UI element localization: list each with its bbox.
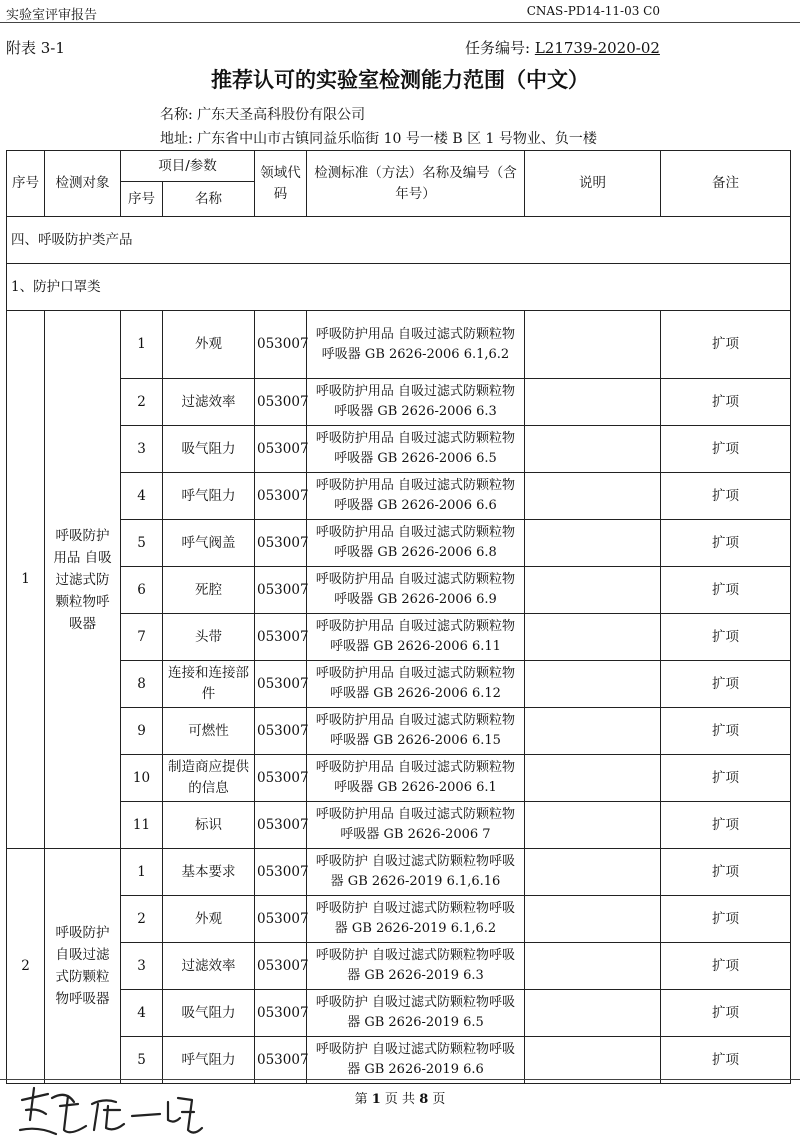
domain-code: 053007	[255, 311, 307, 379]
table-row	[7, 990, 791, 1037]
item-seq: 4	[121, 990, 163, 1037]
domain-code: 053007	[255, 708, 307, 755]
group-object: 呼吸防护自吸过滤式防颗粒物呼吸器	[45, 849, 121, 1084]
explanation-cell	[525, 379, 661, 426]
explanation-cell	[525, 990, 661, 1037]
task-number	[465, 37, 660, 58]
group-seq: 2	[7, 849, 45, 1084]
group-object: 呼吸防护用品 自吸过滤式防颗粒物呼吸器	[45, 311, 121, 849]
explanation-cell	[525, 802, 661, 849]
item-name: 呼气阀盖	[163, 520, 255, 567]
domain-code: 053007	[255, 943, 307, 990]
domain-code: 053007	[255, 990, 307, 1037]
domain-code: 053007	[255, 426, 307, 473]
item-seq: 3	[121, 943, 163, 990]
explanation-cell	[525, 849, 661, 896]
remark-cell: 扩项	[661, 990, 791, 1037]
item-seq: 11	[121, 802, 163, 849]
explanation-cell	[525, 1037, 661, 1084]
standard-cell: 呼吸防护 自吸过滤式防颗粒物呼吸器 GB 2626-2019 6.1,6.2	[307, 896, 525, 943]
header-divider	[0, 22, 800, 23]
remark-cell: 扩项	[661, 943, 791, 990]
remark-cell: 扩项	[661, 849, 791, 896]
remark-cell: 扩项	[661, 708, 791, 755]
item-seq: 10	[121, 755, 163, 802]
page-suffix: 页	[432, 1092, 446, 1107]
table-row	[7, 311, 791, 379]
group-seq: 1	[7, 311, 45, 849]
standard-cell: 呼吸防护用品 自吸过滤式防颗粒物呼吸器 GB 2626-2006 6.11	[307, 614, 525, 661]
remark-cell: 扩项	[661, 755, 791, 802]
explanation-cell	[525, 755, 661, 802]
item-seq: 1	[121, 849, 163, 896]
item-name: 制造商应提供的信息	[163, 755, 255, 802]
item-name: 吸气阻力	[163, 426, 255, 473]
standard-cell: 呼吸防护 自吸过滤式防颗粒物呼吸器 GB 2626-2019 6.3	[307, 943, 525, 990]
annex-label: 附表 3-1	[6, 39, 65, 57]
col-item-param: 项目/参数	[121, 151, 255, 182]
standard-cell: 呼吸防护用品 自吸过滤式防颗粒物呼吸器 GB 2626-2006 6.8	[307, 520, 525, 567]
domain-code: 053007	[255, 379, 307, 426]
table-row	[7, 567, 791, 614]
item-seq: 2	[121, 379, 163, 426]
item-name: 呼气阻力	[163, 1037, 255, 1084]
capability-table	[6, 150, 791, 1084]
item-seq: 5	[121, 520, 163, 567]
col-object: 检测对象	[45, 151, 121, 217]
lab-address: 地址: 广东省中山市古镇同益乐临街 10 号一楼 B 区 1 号物业、负一楼	[160, 131, 597, 147]
remark-cell: 扩项	[661, 311, 791, 379]
standard-cell: 呼吸防护用品 自吸过滤式防颗粒物呼吸器 GB 2626-2006 6.1	[307, 755, 525, 802]
item-name: 可燃性	[163, 708, 255, 755]
domain-code: 053007	[255, 755, 307, 802]
col-standard: 检测标准（方法）名称及编号（含年号）	[307, 151, 525, 217]
domain-code: 053007	[255, 896, 307, 943]
standard-cell: 呼吸防护用品 自吸过滤式防颗粒物呼吸器 GB 2626-2006 6.12	[307, 661, 525, 708]
domain-code: 053007	[255, 614, 307, 661]
table-row	[7, 473, 791, 520]
table-row	[7, 943, 791, 990]
table-row	[7, 1037, 791, 1084]
report-header-code: CNAS-PD14-11-03 C0	[526, 4, 660, 18]
item-name: 连接和连接部件	[163, 661, 255, 708]
remark-cell: 扩项	[661, 614, 791, 661]
domain-code: 053007	[255, 520, 307, 567]
domain-code: 053007	[255, 661, 307, 708]
table-row	[7, 849, 791, 896]
task-number-label: 任务编号:	[465, 39, 531, 57]
item-seq: 8	[121, 661, 163, 708]
standard-cell: 呼吸防护用品 自吸过滤式防颗粒物呼吸器 GB 2626-2006 6.9	[307, 567, 525, 614]
standard-cell: 呼吸防护 自吸过滤式防颗粒物呼吸器 GB 2626-2019 6.1,6.16	[307, 849, 525, 896]
item-name: 呼气阻力	[163, 473, 255, 520]
remark-cell: 扩项	[661, 426, 791, 473]
remark-cell: 扩项	[661, 661, 791, 708]
page-total: 8	[419, 1092, 429, 1107]
remark-cell: 扩项	[661, 1037, 791, 1084]
domain-code: 053007	[255, 849, 307, 896]
standard-cell: 呼吸防护用品 自吸过滤式防颗粒物呼吸器 GB 2626-2006 6.15	[307, 708, 525, 755]
task-number-value: L21739-2020-02	[534, 39, 660, 57]
remark-cell: 扩项	[661, 802, 791, 849]
table-row	[7, 708, 791, 755]
explanation-cell	[525, 473, 661, 520]
table-row	[7, 896, 791, 943]
table-row	[7, 802, 791, 849]
col-remark: 备注	[661, 151, 791, 217]
domain-code: 053007	[255, 1037, 307, 1084]
page-title: 推荐认可的实验室检测能力范围（中文）	[211, 68, 589, 92]
explanation-cell	[525, 426, 661, 473]
item-name: 基本要求	[163, 849, 255, 896]
standard-cell: 呼吸防护用品 自吸过滤式防颗粒物呼吸器 GB 2626-2006 7	[307, 802, 525, 849]
table-header	[7, 151, 791, 217]
item-name: 死腔	[163, 567, 255, 614]
item-name: 头带	[163, 614, 255, 661]
item-seq: 5	[121, 1037, 163, 1084]
standard-cell: 呼吸防护 自吸过滤式防颗粒物呼吸器 GB 2626-2019 6.6	[307, 1037, 525, 1084]
explanation-cell	[525, 661, 661, 708]
domain-code: 053007	[255, 473, 307, 520]
col-domain-code: 领域代码	[255, 151, 307, 217]
explanation-cell	[525, 614, 661, 661]
category-row: 四、呼吸防护类产品	[7, 217, 791, 264]
page-current: 1	[371, 1092, 381, 1107]
remark-cell: 扩项	[661, 520, 791, 567]
standard-cell: 呼吸防护用品 自吸过滤式防颗粒物呼吸器 GB 2626-2006 6.5	[307, 426, 525, 473]
table-row	[7, 755, 791, 802]
col-seq: 序号	[7, 151, 45, 217]
item-name: 过滤效率	[163, 943, 255, 990]
col-item-name: 名称	[163, 182, 255, 217]
item-seq: 9	[121, 708, 163, 755]
item-seq: 2	[121, 896, 163, 943]
item-seq: 7	[121, 614, 163, 661]
table-row	[7, 379, 791, 426]
standard-cell: 呼吸防护用品 自吸过滤式防颗粒物呼吸器 GB 2626-2006 6.6	[307, 473, 525, 520]
table-row	[7, 426, 791, 473]
item-name: 过滤效率	[163, 379, 255, 426]
domain-code: 053007	[255, 802, 307, 849]
item-name: 吸气阻力	[163, 990, 255, 1037]
item-seq: 4	[121, 473, 163, 520]
explanation-cell	[525, 311, 661, 379]
domain-code: 053007	[255, 567, 307, 614]
remark-cell: 扩项	[661, 379, 791, 426]
explanation-cell	[525, 520, 661, 567]
table-body	[7, 217, 791, 1084]
col-explanation: 说明	[525, 151, 661, 217]
col-sub-seq: 序号	[121, 182, 163, 217]
item-seq: 1	[121, 311, 163, 379]
explanation-cell	[525, 708, 661, 755]
item-name: 外观	[163, 311, 255, 379]
item-seq: 3	[121, 426, 163, 473]
table-row	[7, 614, 791, 661]
page-prefix: 第	[354, 1092, 368, 1107]
standard-cell: 呼吸防护用品 自吸过滤式防颗粒物呼吸器 GB 2626-2006 6.3	[307, 379, 525, 426]
lab-name: 名称: 广东天圣高科股份有限公司	[160, 107, 366, 123]
remark-cell: 扩项	[661, 473, 791, 520]
explanation-cell	[525, 567, 661, 614]
item-name: 标识	[163, 802, 255, 849]
report-header-title: 实验室评审报告	[6, 8, 98, 23]
page-mid: 页 共	[384, 1092, 416, 1107]
standard-cell: 呼吸防护用品 自吸过滤式防颗粒物呼吸器 GB 2626-2006 6.1,6.2	[307, 311, 525, 379]
explanation-cell	[525, 943, 661, 990]
subcategory-row: 1、防护口罩类	[7, 264, 791, 311]
remark-cell: 扩项	[661, 896, 791, 943]
item-seq: 6	[121, 567, 163, 614]
table-row	[7, 520, 791, 567]
standard-cell: 呼吸防护 自吸过滤式防颗粒物呼吸器 GB 2626-2019 6.5	[307, 990, 525, 1037]
handwritten-signature	[8, 1080, 208, 1142]
item-name: 外观	[163, 896, 255, 943]
remark-cell: 扩项	[661, 567, 791, 614]
explanation-cell	[525, 896, 661, 943]
table-row	[7, 661, 791, 708]
